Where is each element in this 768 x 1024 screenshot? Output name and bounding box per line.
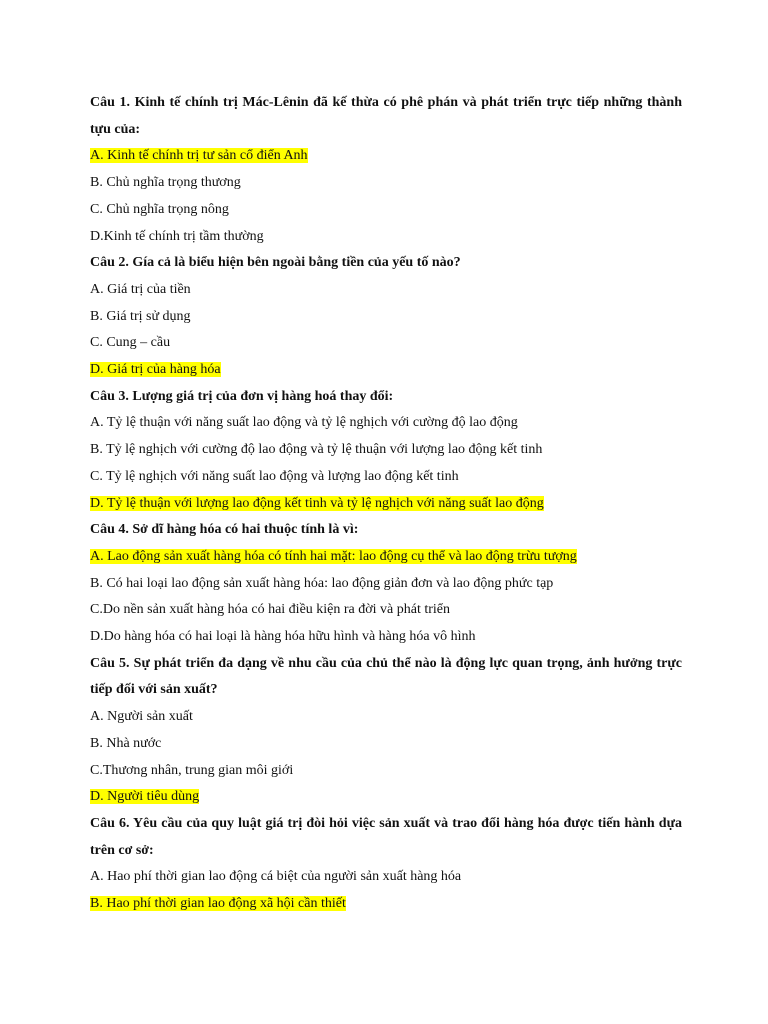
question-5-title: Câu 5. Sự phát triển đa dạng về nhu cầu của chủ thể nào là động lực quan trọng, ảnh hưởng trực tiếp đối với sản xuất? [90,655,682,698]
question-5-option-a: A. Người sản xuất [90,709,193,725]
question-2-option-a: A. Giá trị của tiền [90,281,191,297]
question-6-option-b [90,891,682,918]
question-6-title: Câu 6. Yêu cầu của quy luật giá trị đòi hỏi việc sản xuất và trao đổi hàng hóa được tiến hành dựa trên cơ sở: [90,815,682,858]
question-1-title: Câu 1. Kinh tế chính trị Mác-Lênin đã kế thừa có phê phán và phát triển trực tiếp những thành tựu của: [90,95,682,137]
question-3-option-c: C. Tỷ lệ nghịch với năng suất lao động và lượng lao động kết tinh [90,468,459,484]
question-5-option-d [90,784,682,811]
question-2-title: Câu 2. Gía cả là biểu hiện bên ngoài bằng tiền của yếu tố nào? [90,255,461,271]
answer-highlight: B. Hao phí thời gian lao động xã hội cần thiết [90,896,346,912]
question-6-option-a: A. Hao phí thời gian lao động cá biệt của người sản xuất hàng hóa [90,869,462,885]
question-3-title: Câu 3. Lượng giá trị của đơn vị hàng hoá thay đổi: [90,388,394,404]
document-page [90,90,682,918]
question-5-option-c: C.Thương nhân, trung gian môi giới [90,762,294,778]
question-4-option-c: C.Do nền sản xuất hàng hóa có hai điều kiện ra đời và phát triển [90,602,451,618]
answer-highlight: D. Giá trị của hàng hóa [90,362,221,378]
answer-highlight: D. Tỷ lệ thuận với lượng lao động kết tinh và tỷ lệ nghịch với năng suất lao động [90,495,544,511]
question-5-option-b: B. Nhà nước [90,735,162,751]
question-1-option-c: C. Chủ nghĩa trọng nông [90,201,229,217]
question-4-option-b: B. Có hai loại lao động sản xuất hàng hóa: lao động giản đơn và lao động phức tạp [90,575,554,591]
question-4-option-d: D.Do hàng hóa có hai loại là hàng hóa hữu hình và hàng hóa vô hình [90,629,476,645]
answer-highlight: A. Lao động sản xuất hàng hóa có tính hai mặt: lao động cụ thể và lao động trừu tượng [90,548,577,564]
question-3-option-b: B. Tỷ lệ nghịch với cường độ lao động và tỷ lệ thuận với lượng lao động kết tinh [90,442,543,458]
question-1-option-a [90,143,682,170]
question-4-title: Câu 4. Sở dĩ hàng hóa có hai thuộc tính là vì: [90,522,359,538]
question-2-option-d [90,357,682,384]
question-1-option-d: D.Kinh tế chính trị tầm thường [90,228,264,244]
question-2-option-c: C. Cung – cầu [90,335,171,351]
answer-highlight: D. Người tiêu dùng [90,789,200,805]
answer-highlight: A. Kinh tế chính trị tư sản cổ điển Anh [90,148,308,164]
question-3-option-d [90,491,682,518]
question-3-option-a: A. Tỷ lệ thuận với năng suất lao động và tỷ lệ nghịch với cường độ lao động [90,415,518,431]
question-2-option-b: B. Giá trị sử dụng [90,308,191,324]
question-1-option-b: B. Chủ nghĩa trọng thương [90,175,241,191]
question-4-option-a [90,544,682,571]
